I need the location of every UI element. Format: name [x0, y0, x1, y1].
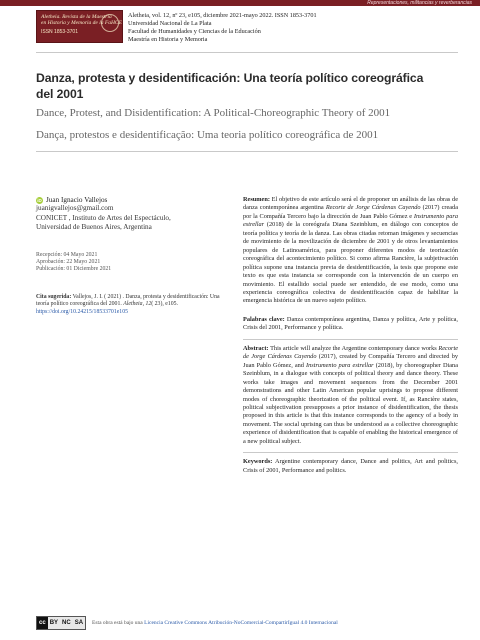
title-spanish: Danza, protesta y desidentificación: Una teoría político coreográfica del 2001 [36, 71, 424, 101]
logo-line-2: en Historia y Memoria de la FaHCE [41, 20, 122, 26]
seal-icon [101, 14, 119, 32]
keywords-english [243, 458, 458, 475]
abstract-divider [243, 339, 458, 340]
abstract-spanish [243, 196, 458, 306]
nc-icon: NC [62, 620, 71, 626]
keywords-en-label: Keywords: [243, 458, 273, 466]
author-email[interactable]: juanigvallejos@gmail.com [36, 204, 114, 213]
author-name: Juan Ignacio Vallejos [46, 196, 108, 204]
journal-citation-line: Aletheia, vol. 12, nº 23, e105, diciembre 2021-mayo 2022. ISSN 1853-3701 [128, 12, 317, 19]
dates-block [36, 252, 226, 274]
university-line: Universidad Nacional de La Plata [128, 20, 212, 27]
abstract-es-text: (2017) creada por la Compañía Tercero bajo la dirección de Juan Pablo Gómez e [243, 204, 458, 220]
title-portuguese: Dança, protestos e desidentificação: Uma teoria político coreográfica de 2001 [36, 129, 379, 141]
keywords-spanish [243, 316, 458, 333]
keywords-divider [243, 452, 458, 453]
abstract-en-text: (2017), created by Compañía Tercero and directed by Juan Pablo Gómez, and [243, 353, 458, 369]
citation-text-2: ( 23), e105. [151, 301, 178, 308]
abstract-es-text: (2018) de la coreógrafa Diana Szeinblum, en diálogo con conceptos de teoría política y teoría de la danza. Las obras citadas retoman imágenes y secuencias de movimiento de la movilización de diciembre de 2001 y de otros levantamientos populares de Latinoamérica, para proponer diferentes modos de teorización coreográfica del acontecimiento político. Si como afirma Rancière, la subjetivación política supone una instancia previa de desidentificación, la tesis que propone este texto es que esta instancia se corresponde con la intervención de un cuerpo en movimiento. El estallido social puede ser entendido, de ese modo, como una experiencia coreográfica colectiva de desidentificación capaz de habilitar la emergencia histórica de un nuevo sujeto político. [243, 221, 458, 305]
abstract-es-text: El objetivo de este artículo será el de proponer un análisis de las obras de danza contemporánea argentina [243, 196, 458, 212]
author-column [36, 196, 226, 316]
abstract-es-label: Resumen: [243, 196, 270, 203]
program-line: Maestría en Historia y Memoria [128, 36, 208, 43]
sa-icon: SA [74, 620, 84, 626]
logo-line-1: Aletheia. Revista de la Maestría [41, 14, 112, 20]
license-text [92, 620, 338, 626]
approved-date: Aprobación: 22 Mayo 2021 [36, 259, 101, 266]
journal-logo [36, 10, 123, 43]
orcid-icon[interactable]: iD [37, 197, 42, 203]
title-english: Dance, Protest, and Disidentification: A Political-Choreographic Theory of 2001 [36, 107, 391, 119]
suggested-citation [36, 294, 226, 317]
abstract-english [243, 345, 458, 446]
section-tag: Representaciones, militancias y reverberancias [367, 0, 472, 6]
citation-label: Cita sugerida: [36, 293, 72, 300]
license-prefix: Esta obra está bajo una [92, 620, 145, 626]
keywords-es-text: Danza contemporánea argentina, Danza y política, Arte y política, Crisis del 2001, Performance y política. [243, 315, 458, 332]
keywords-en-text: Argentine contemporary dance, Dance and politics, Art and politics, Crisis of 2001, Performance and politics. [243, 458, 458, 474]
title-divider [36, 151, 458, 152]
author-row [36, 196, 226, 204]
published-date: Publicación: 01 Diciembre 2021 [36, 266, 112, 273]
license-link[interactable]: Licencia Creative Commons Atribución-NoComercial-CompartirIgual 4.0 Internacional [144, 620, 338, 626]
citation-doi-link[interactable]: https://doi.org/10.24215/18533701e105 [36, 308, 128, 315]
received-date: Recepción: 04 Mayo 2021 [36, 252, 98, 259]
abstract-column [243, 196, 458, 475]
abstract-en-text: (2018), by choreographer Diana Szeinblum, in a dialogue with concepts of political theory and dance theory. These works take images and movement sequences from the December 2001 demonstrations and other Latin American popular uprisings to propose different modes of choreographic theorization of the political event. If, as Rancière states, political subjectivation presupposes a prior instance of disidentification, the thesis proposed in this article is that this instance corresponds to the agency of a body in movement. The social uprising can thus be understood as a collective choreographic experience of disidentification that is capable of enabling the historical emergence of a new political subject. [243, 361, 458, 445]
author-affiliation-1: CONICET , Instituto de Artes del Espectáculo, [36, 213, 171, 222]
abstract-en-label: Abstract: [243, 344, 269, 352]
cc-license-badge[interactable] [36, 616, 86, 630]
license-footer [36, 616, 458, 630]
logo-issn: ISSN 1853-3701 [41, 29, 78, 35]
keywords-es-label: Palabras clave: [243, 315, 285, 323]
by-icon: BY [49, 620, 59, 626]
cc-icon: cc [37, 617, 48, 629]
faculty-line: Facultad de Humanidades y Ciencias de la Educación [128, 28, 261, 35]
journal-info [128, 12, 317, 44]
author-affiliation-2: Universidad de Buenos Aires, Argentina [36, 222, 152, 231]
citation-text-1: Vallejos, J. I. ( 2021) . Danza, protesta y desidentificación: Una teoría político coreográfica del 2001. [36, 293, 220, 308]
work-title-1: Recorte de Jorge Cárdenas Cayendo [325, 204, 421, 212]
citation-journal: Aletheia, 12 [123, 301, 152, 308]
work-title-1: Recorte de Jorge Cárdenas Cayendo [243, 344, 458, 361]
work-title-2: Instrumento para estrellar [306, 361, 374, 369]
spacer [243, 306, 458, 316]
top-divider [36, 52, 458, 53]
work-title-2: Instrumento para estrellar [243, 212, 458, 229]
abstract-en-text: This article will analyze the Argentine contemporary dance works [268, 344, 439, 352]
